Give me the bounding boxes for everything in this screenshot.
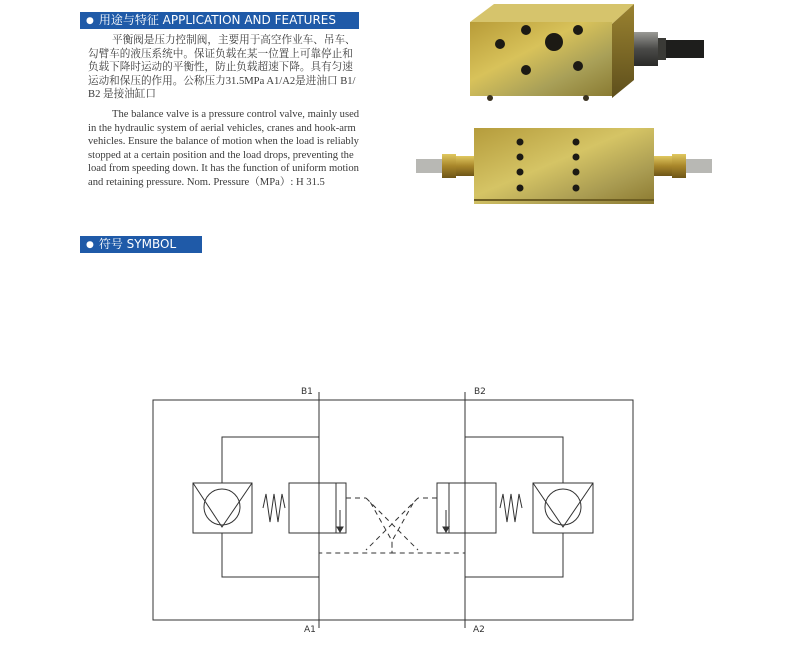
text-line: stopped at a certain position and the load drops, preventing the (88, 149, 354, 161)
text-line: B2 是接油缸口 (88, 89, 156, 101)
section-title: 符号 SYMBOL (98, 237, 177, 251)
spring-left (263, 494, 285, 522)
text-line: in the hydraulic system of aerial vehicles, cranes and hook-arm (88, 122, 356, 134)
text-line: 勾臂车的液压系统中。保证负载在某一位置上可靠停止和 (88, 48, 353, 60)
text-line: and retaining pressure. Nom. Pressure（MPa）: H 31.5 (88, 176, 325, 188)
text-line: 运动和保压的作用。公称压力31.5MPa A1/A2是进油口 B1/ (88, 75, 356, 87)
port-label-a1: A1 (304, 625, 316, 635)
text-line: 负载下降时运动的平衡性，防止负载超速下降。具有匀速 (88, 62, 353, 74)
text-line: 平衡阀是压力控制阀，主要用于高空作业车、吊车、 (112, 35, 356, 46)
spring-right (500, 494, 522, 522)
bullet-icon: ● (86, 16, 94, 26)
bullet-icon: ● (86, 240, 94, 250)
port-label-b2: B2 (474, 387, 486, 397)
text-line: The balance valve is a pressure control valve, mainly used (112, 109, 360, 120)
port-label-a2: A2 (473, 625, 485, 635)
pilot-lines-dashed (319, 498, 465, 553)
spool-valve-left (289, 483, 346, 533)
diagram-frame (153, 400, 633, 620)
section-title: 用途与特征 APPLICATION AND FEATURES (98, 13, 336, 27)
text-line: vehicles. Ensure the balance of motion when the load is reliably (88, 136, 359, 148)
port-label-b1: B1 (301, 387, 313, 397)
text-line: load from speeding down. It has the function of uniform motion (88, 163, 359, 175)
